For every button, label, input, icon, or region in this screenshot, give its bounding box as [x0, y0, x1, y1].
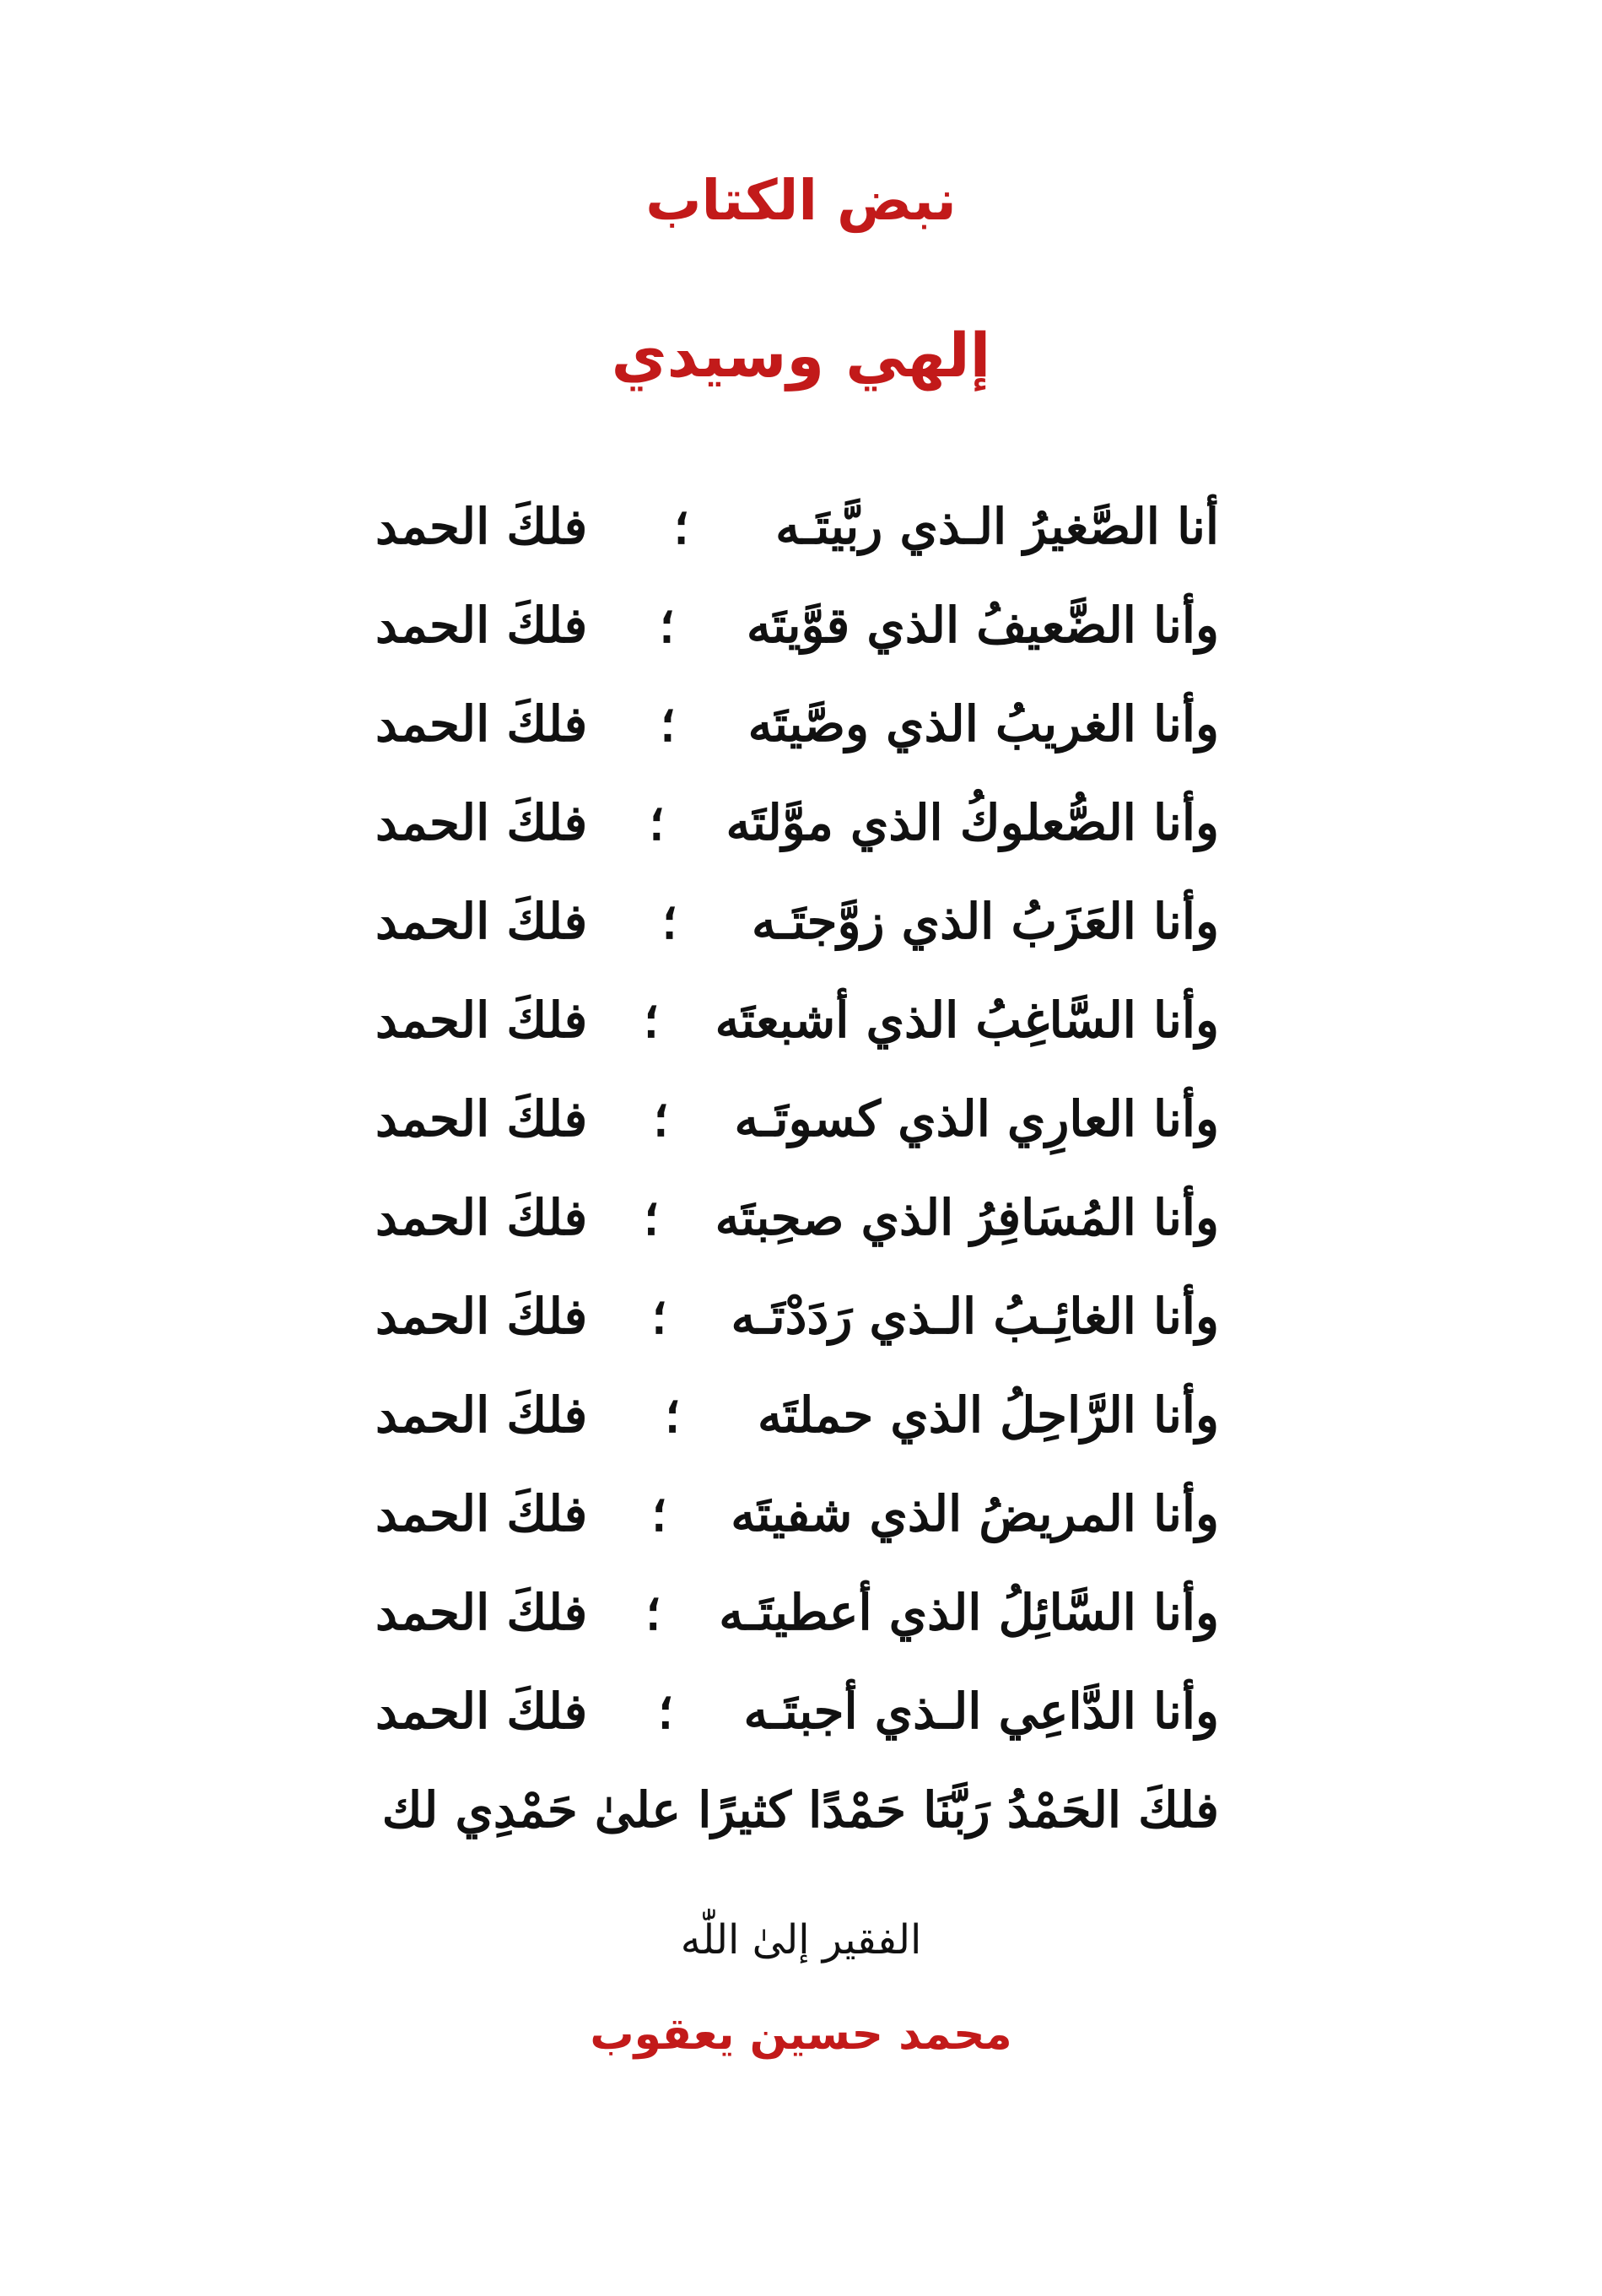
poem-refrain: فلكَ الحمد [375, 497, 588, 555]
poem-line [375, 1563, 1219, 1661]
poem-line [375, 477, 1219, 575]
poem-title: إلهي وسيدي [611, 320, 991, 391]
poem-line [375, 575, 1219, 674]
poem-line [375, 1464, 1219, 1563]
poem-separator: ؛ [664, 1386, 681, 1444]
poem-line [375, 773, 1219, 872]
poem-line [375, 674, 1219, 773]
poem-line [375, 1069, 1219, 1168]
section-title: نبض الكتاب [645, 168, 957, 233]
poem-separator: ؛ [651, 1484, 667, 1542]
poem-line-text: وأنا المُسَافِرُ الذي صحِبتَه [715, 1188, 1219, 1246]
poem-refrain: فلكَ الحمد [375, 1682, 588, 1740]
poem-line-text: وأنا العارِي الذي كسوتَـه [734, 1089, 1219, 1148]
poem-line-text: وأنا الصُّعلوكُ الذي موَّلتَه [725, 793, 1219, 851]
poem-refrain: فلكَ الحمد [375, 1386, 588, 1444]
poem-line-text: وأنا السَّاغِبُ الذي أشبعتَه [715, 991, 1219, 1049]
poem-separator: ؛ [660, 694, 676, 753]
poem-line-text: وأنا الغائِـبُ الـذي رَدَدْتَـه [731, 1287, 1219, 1345]
poem-block [375, 477, 1219, 1859]
poem-line [375, 1661, 1219, 1760]
poem-line [375, 1168, 1219, 1267]
poem-separator: ؛ [673, 497, 689, 555]
poem-refrain: فلكَ الحمد [375, 1484, 588, 1542]
poem-refrain: فلكَ الحمد [375, 596, 588, 654]
poem-refrain: فلكَ الحمد [375, 1287, 588, 1345]
poem-line-text: وأنا الضَّعيفُ الذي قوَّيتَه [746, 596, 1219, 654]
poem-closing-line [375, 1760, 1219, 1859]
poem-refrain: فلكَ الحمد [375, 694, 588, 753]
poem-line [375, 1267, 1219, 1365]
poem-refrain: فلكَ الحمد [375, 793, 588, 851]
poem-separator: ؛ [653, 1089, 669, 1148]
poem-separator: ؛ [659, 596, 675, 654]
poem-line-text: وأنا السَّائِلُ الذي أعطيتَـه [719, 1583, 1219, 1641]
poem-separator: ؛ [661, 892, 677, 950]
poem-separator: ؛ [643, 1188, 660, 1246]
poem-line-text: وأنا الدَّاعِي الـذي أجبتَـه [743, 1682, 1219, 1740]
poem-line [375, 1365, 1219, 1464]
poem-line [375, 872, 1219, 970]
poem-refrain: فلكَ الحمد [375, 1188, 588, 1246]
poem-line-text: وأنا الرَّاحِلُ الذي حملتَه [757, 1386, 1219, 1444]
poem-refrain: فلكَ الحمد [375, 991, 588, 1049]
poem-separator: ؛ [643, 991, 660, 1049]
poem-line-text: وأنا المريضُ الذي شفيتَه [731, 1484, 1219, 1542]
author-name: محمد حسين يعقوب [590, 2009, 1012, 2060]
poem-refrain: فلكَ الحمد [375, 1089, 588, 1148]
signature-label: الفقير إلىٰ اللّٰه [680, 1916, 922, 1964]
poem-line-text: وأنا العَزَبُ الذي زوَّجتَـه [752, 892, 1219, 950]
poem-refrain: فلكَ الحمد [375, 892, 588, 950]
poem-separator: ؛ [651, 1287, 667, 1345]
poem-line-text: أنا الصَّغيرُ الـذي ربَّيتَـه [775, 497, 1219, 555]
poem-separator: ؛ [657, 1682, 674, 1740]
poem-line-text: وأنا الغريبُ الذي وصَّيتَه [747, 694, 1219, 753]
poem-refrain: فلكَ الحمد [375, 1583, 588, 1641]
poem-closing-text: فلكَ الحَمْدُ رَبَّنَا حَمْدًا كثيرًا علىٰ حَمْدِي لك [381, 1780, 1219, 1839]
poem-separator: ؛ [649, 793, 665, 851]
poem-separator: ؛ [645, 1583, 661, 1641]
poem-line [375, 970, 1219, 1069]
